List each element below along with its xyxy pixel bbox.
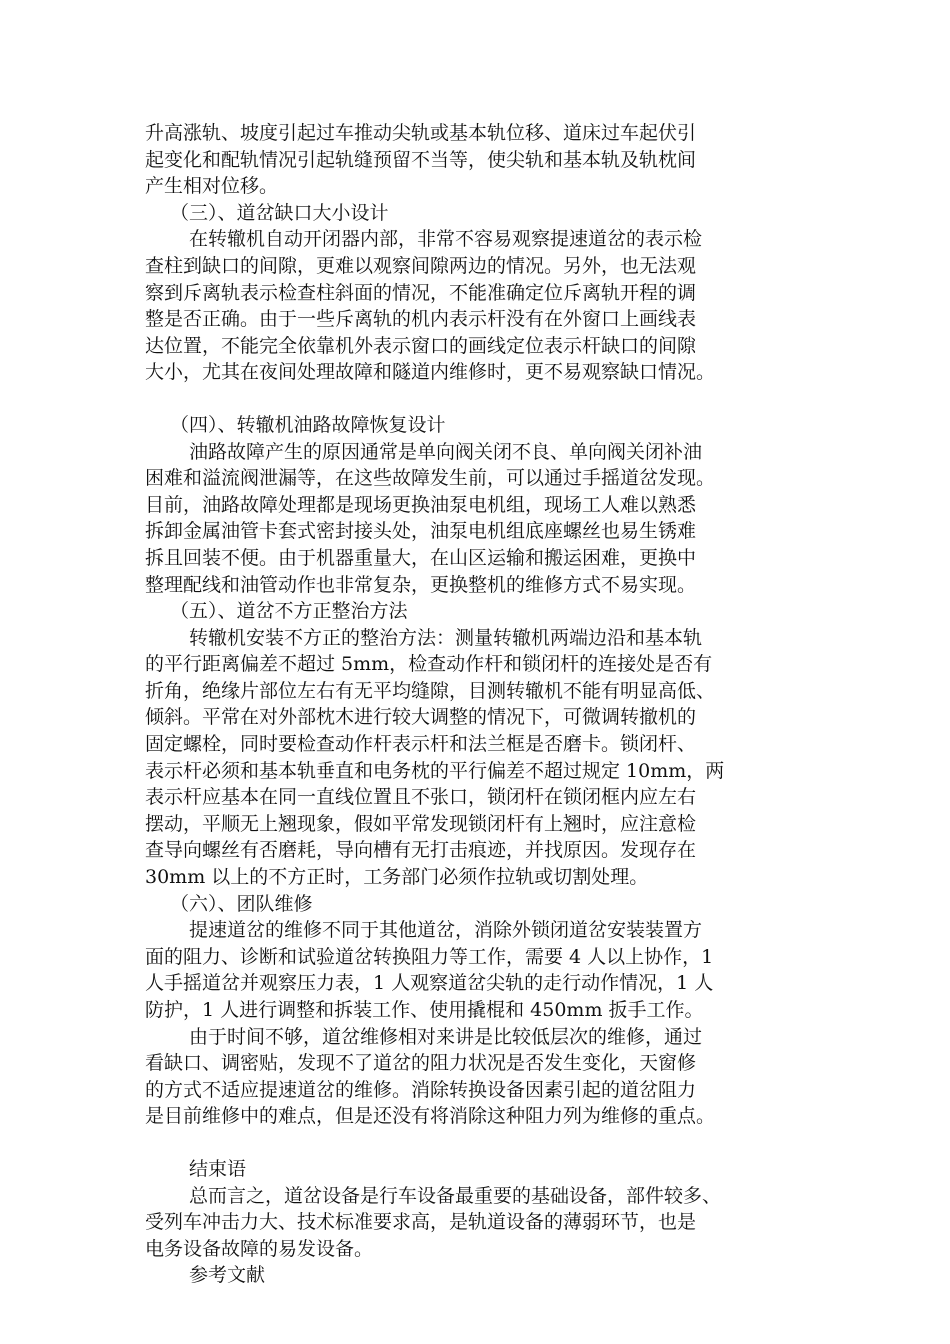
para-5 xyxy=(145,625,811,891)
text-line: 困难和溢流阀泄漏等，在这些故障发生前，可以通过手摇道岔发现。 xyxy=(145,467,716,490)
text-line: 转辙机安装不方正的整治方法：测量转辙机两端边沿和基本轨 xyxy=(189,626,703,649)
text-line: 面的阻力、诊断和试验道岔转换阻力等工作，需要 4 人以上协作，1 xyxy=(145,945,714,968)
text-line: （三）、道岔缺口大小设计 xyxy=(170,201,389,224)
para-6a xyxy=(145,917,811,1023)
text-line: （六）、团队维修 xyxy=(170,892,313,915)
text-line: 查柱到缺口的间隙，更难以观察间隙两边的情况。另外，也无法观 xyxy=(145,254,697,277)
text-line: 察到斥离轨表示检查柱斜面的情况，不能准确定位斥离轨开程的调 xyxy=(145,281,697,304)
document-page xyxy=(145,120,811,1289)
text-line: 起变化和配轨情况引起轨缝预留不当等，使尖轨和基本轨及轨枕间 xyxy=(145,148,697,171)
text-line: 整理配线和油管动作也非常复杂，更换整机的维修方式不易实现。 xyxy=(145,573,697,596)
text-line: 防护，1 人进行调整和拆装工作、使用撬棍和 450mm 扳手工作。 xyxy=(145,999,704,1021)
text-line: 查导向螺丝有否磨耗，导向槽有无打击痕迹，并找原因。发现存在 xyxy=(145,839,697,862)
text-line: 的平行距离偏差不超过 5mm，检查动作杆和锁闭杆的连接处是否有 xyxy=(145,653,713,676)
text-line: 油路故障产生的原因通常是单向阀关闭不良、单向阀关闭补油 xyxy=(189,440,703,463)
conclusion-title xyxy=(145,1156,811,1183)
text-line: 总而言之，道岔设备是行车设备最重要的基础设备，部件较多、 xyxy=(189,1184,722,1207)
text-line: 倾斜。平常在对外部枕木进行较大调整的情况下，可微调转撤机的 xyxy=(145,706,697,729)
para-continuation xyxy=(145,120,811,200)
text-line: 的方式不适应提速道岔的维修。消除转换设备因素引起的道岔阻力 xyxy=(145,1078,697,1101)
text-line: 达位置，不能完全依靠机外表示窗口的画线定位表示杆缺口的间隙 xyxy=(145,334,697,357)
para-4 xyxy=(145,439,811,599)
gap-2 xyxy=(145,1130,811,1156)
text-line: （四）、转辙机油路故障恢复设计 xyxy=(170,413,446,436)
conclusion-para xyxy=(145,1183,811,1263)
text-line: 固定螺栓，同时要检查动作杆表示杆和法兰框是否磨卡。锁闭杆、 xyxy=(145,733,697,756)
para-6b xyxy=(145,1024,811,1130)
text-line: 表示杆应基本在同一直线位置且不张口，锁闭杆在锁闭框内应左右 xyxy=(145,786,697,809)
text-line: 参考文献 xyxy=(189,1264,266,1287)
text-line: 提速道岔的维修不同于其他道岔，消除外锁闭道岔安装装置方 xyxy=(189,919,703,942)
text-line: 30mm 以上的不方正时，工务部门必须作拉轨或切割处理。 xyxy=(145,866,649,889)
references-title xyxy=(145,1262,811,1289)
text-line: 拆卸金属油管卡套式密封接头处，油泵电机组底座螺丝也易生锈难 xyxy=(145,520,697,543)
text-line: 人手摇道岔并观察压力表，1 人观察道岔尖轨的走行动作情况，1 人 xyxy=(145,972,714,995)
text-line: 表示杆必须和基本轨垂直和电务枕的平行偏差不超过规定 10mm，两 xyxy=(145,759,725,782)
text-line: 电务设备故障的易发设备。 xyxy=(145,1237,374,1260)
text-line: 由于时间不够，道岔维修相对来讲是比较低层次的维修，通过 xyxy=(189,1025,703,1048)
text-line: 目前，油路故障处理都是现场更换油泵电机组，现场工人难以熟悉 xyxy=(145,493,697,516)
para-3 xyxy=(145,226,811,386)
heading-4 xyxy=(145,412,811,439)
heading-5 xyxy=(145,598,811,625)
text-line: （五）、道岔不方正整治方法 xyxy=(170,600,408,623)
text-line: 升高涨轨、坡度引起过车推动尖轨或基本轨位移、道床过车起伏引 xyxy=(145,122,697,144)
text-line: 在转辙机自动开闭器内部，非常不容易观察提速道岔的表示检 xyxy=(189,228,703,251)
text-line: 看缺口、调密贴，发现不了道岔的阻力状况是否发生变化，天窗修 xyxy=(145,1052,697,1075)
text-line: 拆且回装不便。由于机器重量大，在山区运输和搬运困难，更换中 xyxy=(145,546,697,569)
text-line: 整是否正确。由于一些斥离轨的机内表示杆没有在外窗口上画线表 xyxy=(145,308,697,331)
text-line: 折角，绝缘片部位左右有无平均缝隙，目测转辙机不能有明显高低、 xyxy=(145,679,716,702)
text-line: 大小，尤其在夜间处理故障和隧道内维修时，更不易观察缺口情况。 xyxy=(145,361,716,384)
text-line: 摆动，平顺无上翘现象，假如平常发现锁闭杆有上翘时，应注意检 xyxy=(145,812,697,835)
heading-3 xyxy=(145,200,811,227)
text-line: 产生相对位移。 xyxy=(145,175,279,198)
heading-6 xyxy=(145,891,811,918)
text-line: 是目前维修中的难点，但是还没有将消除这种阻力列为维修的重点。 xyxy=(145,1105,716,1128)
gap-1 xyxy=(145,386,811,412)
text-line: 结束语 xyxy=(189,1157,247,1180)
text-line: 受列车冲击力大、技术标准要求高，是轨道设备的薄弱环节，也是 xyxy=(145,1211,697,1234)
